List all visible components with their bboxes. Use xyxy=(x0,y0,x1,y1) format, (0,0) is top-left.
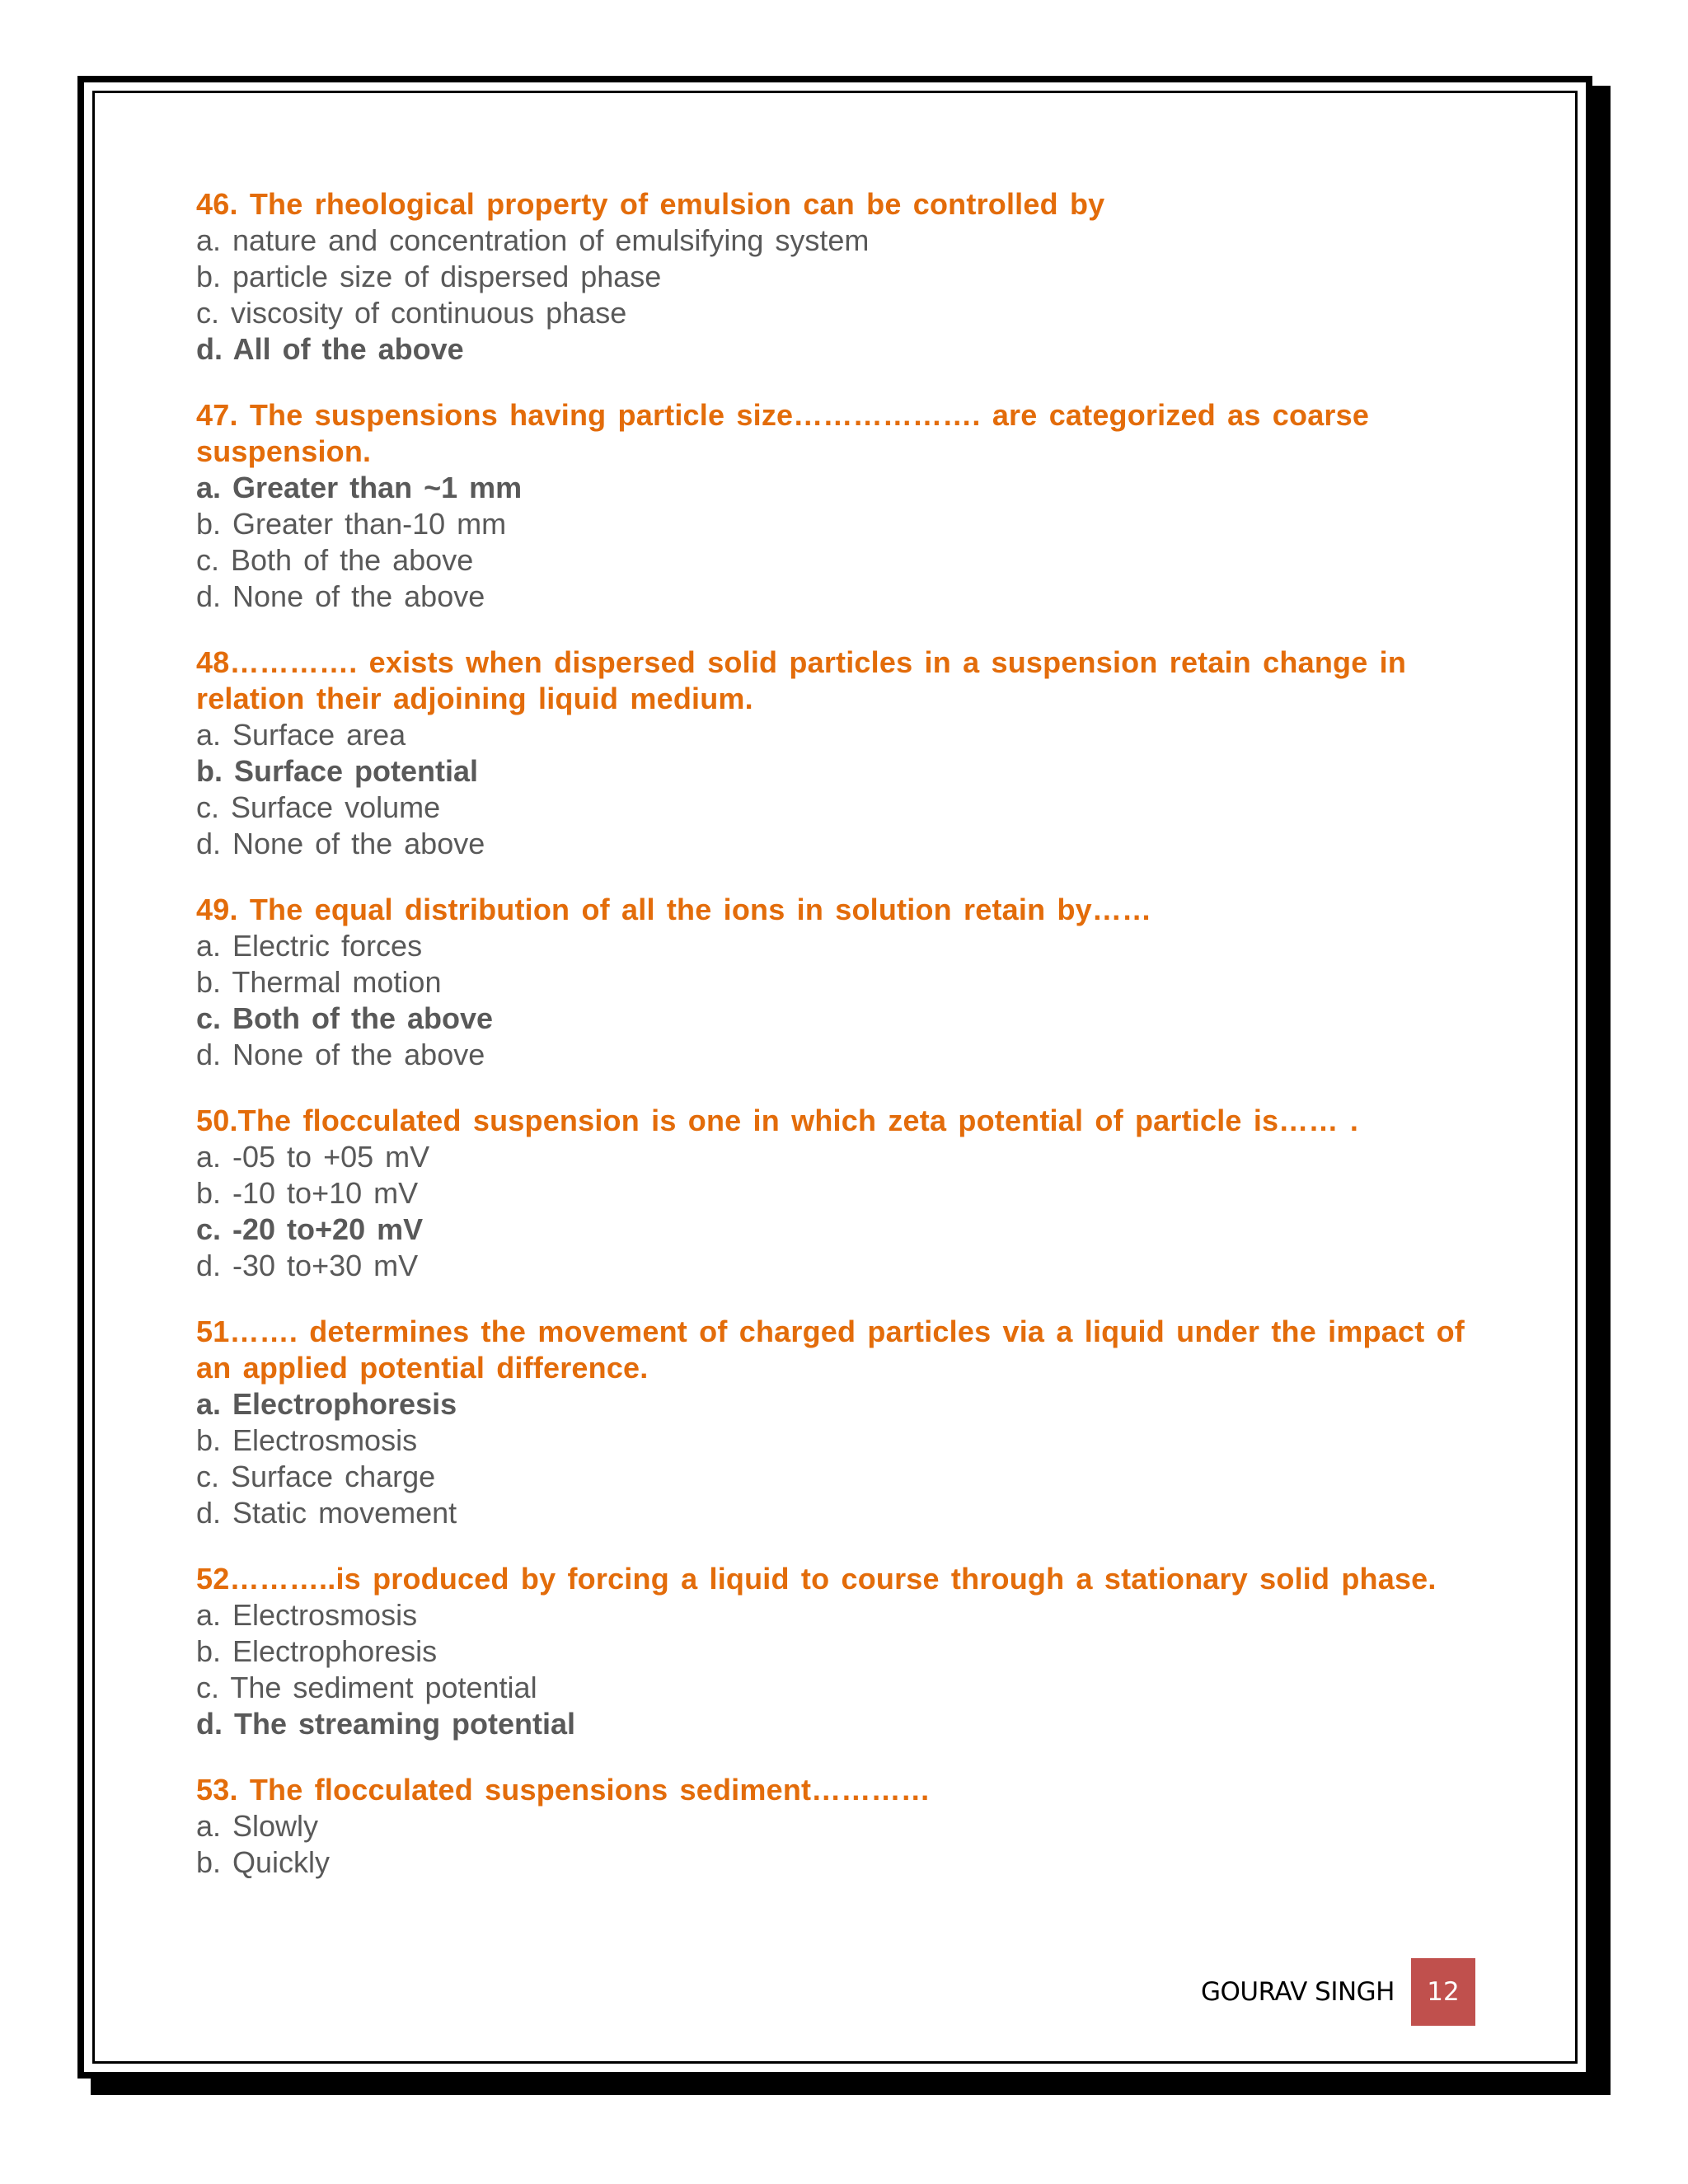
question-48 xyxy=(196,644,1465,862)
option-a: a. Electrosmosis xyxy=(196,1598,418,1632)
option-c: c. Surface volume xyxy=(196,790,441,824)
option-c: c. Surface charge xyxy=(196,1460,436,1493)
option-d: d. Static movement xyxy=(196,1496,457,1530)
option-c-answer: c. -20 to+20 mV xyxy=(196,1212,424,1246)
option-d: d. None of the above xyxy=(196,1038,485,1071)
option-b: b. particle size of dispersed phase xyxy=(196,260,662,293)
option-b-answer: b. Surface potential xyxy=(196,754,479,788)
option-b: b. Thermal motion xyxy=(196,965,442,999)
option-a: a. Slowly xyxy=(196,1809,319,1843)
option-d-answer: d. All of the above xyxy=(196,332,464,366)
option-d: d. -30 to+30 mV xyxy=(196,1249,419,1282)
option-c: c. viscosity of continuous phase xyxy=(196,296,627,330)
question-text: 47. The suspensions having particle size………………. are categorized as coarse suspension. xyxy=(196,398,1370,468)
option-c-answer: c. Both of the above xyxy=(196,1001,494,1035)
question-text: 46. The rheological property of emulsion can be controlled by xyxy=(196,187,1105,221)
question-53 xyxy=(196,1772,1465,1881)
option-d: d. None of the above xyxy=(196,579,485,613)
question-list xyxy=(196,186,1465,1910)
question-text: 48…………. exists when dispersed solid particles in a suspension retain change in relation their adjoining liquid medium. xyxy=(196,645,1407,715)
option-c: c. Both of the above xyxy=(196,543,474,577)
option-c: c. The sediment potential xyxy=(196,1671,537,1704)
option-a-answer: a. Electrophoresis xyxy=(196,1387,457,1421)
question-text: 49. The equal distribution of all the ions in solution retain by…… xyxy=(196,893,1152,926)
question-46 xyxy=(196,186,1465,368)
option-a: a. Electric forces xyxy=(196,929,423,963)
question-text: 52………..is produced by forcing a liquid to course through a stationary solid phase. xyxy=(196,1562,1437,1596)
question-49 xyxy=(196,892,1465,1073)
option-d-answer: d. The streaming potential xyxy=(196,1707,576,1741)
option-b: b. Greater than-10 mm xyxy=(196,507,507,541)
question-text: 51……. determines the movement of charged particles via a liquid under the impact of an applied potential difference. xyxy=(196,1315,1465,1385)
author-name: GOURAV SINGH xyxy=(1200,1977,1395,2007)
question-text: 53. The flocculated suspensions sediment………… xyxy=(196,1773,931,1807)
question-50 xyxy=(196,1103,1465,1284)
option-a: a. Surface area xyxy=(196,718,406,752)
option-b: b. Quickly xyxy=(196,1845,331,1879)
option-a-answer: a. Greater than ~1 mm xyxy=(196,471,523,504)
question-52 xyxy=(196,1561,1465,1742)
option-b: b. Electrosmosis xyxy=(196,1423,418,1457)
question-47 xyxy=(196,397,1465,615)
option-b: b. -10 to+10 mV xyxy=(196,1176,419,1210)
question-text: 50.The flocculated suspension is one in which zeta potential of particle is…… . xyxy=(196,1104,1359,1137)
option-a: a. nature and concentration of emulsifying system xyxy=(196,223,870,257)
page-footer xyxy=(1201,1958,1475,2026)
option-a: a. -05 to +05 mV xyxy=(196,1140,430,1174)
option-b: b. Electrophoresis xyxy=(196,1634,438,1668)
page-number: 12 xyxy=(1411,1958,1475,2026)
question-51 xyxy=(196,1314,1465,1531)
option-d: d. None of the above xyxy=(196,827,485,860)
